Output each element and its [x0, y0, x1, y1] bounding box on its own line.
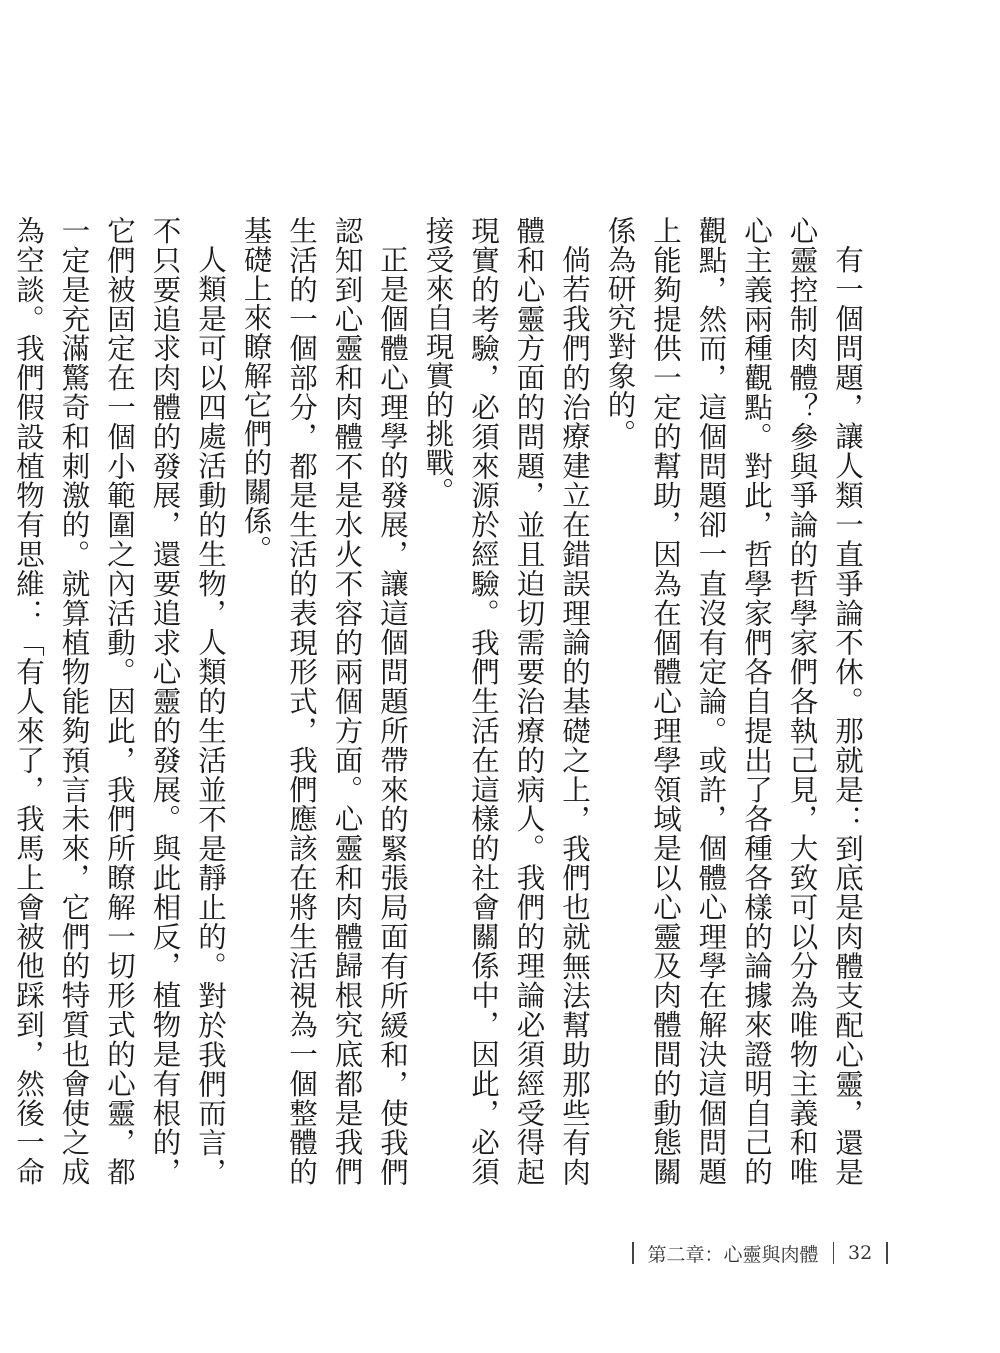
paragraph-3: 正是個體心理學的發展，讓這個問題所帶來的緊張局面有所緩和，使我們認知到心靈和肉體不是水火不容的兩個方面。心靈和肉體歸根究底都是我們生活的一個部分，都是生活的表現形式，我們應該在將生活視為一個整體的基礎上來瞭解它們的關係。	[239, 216, 409, 1186]
chapter-title: 第二章：心靈與肉體	[647, 1243, 819, 1266]
paragraph-2: 倘若我們的治療建立在錯誤理論的基礎之上，我們也就無法幫助那些有肉體和心靈方面的問題，並且迫切需要治療的病人。我們的理論必須經受得起現實的考驗，必須來源於經驗。我們生活在這樣的社會關係中，因此，必須接受來自現實的挑戰。	[421, 216, 591, 1186]
footer-divider-middle	[833, 1242, 835, 1264]
paragraph-4: 人類是可以四處活動的生物，人類的生活並不是靜止的。對於我們而言，不只要追求肉體的發展，還要追求心靈的發展。與此相反，植物是有根的，它們被固定在一個小範圍之內活動。因此，我們所瞭解一切形式的心靈，都一定是充滿驚奇和刺激的。就算植物能夠預言未來，它們的特質也會使之成為空談。我們假設植物有思維：「有人來了，我馬上會被他踩到，然後一命	[12, 216, 227, 1186]
page-footer	[618, 1237, 902, 1269]
footer-divider-left	[632, 1242, 634, 1264]
vertical-text-body	[12, 216, 870, 1186]
paragraph-1: 有一個問題，讓人類一直爭論不休。那就是：到底是肉體支配心靈，還是心靈控制肉體？參與爭論的哲學家們各執己見，大致可以分為唯物主義和唯心主義兩種觀點。對此，哲學家們各自提出了各種各樣的論據來證明自己的觀點，然而，這個問題卻一直沒有定論。或許，個體心理學在解決這個問題上能夠提供一定的幫助，因為在個體心理學領域是以心靈及肉體間的動態關係為研究對象的。	[603, 216, 864, 1186]
footer-divider-right	[886, 1242, 888, 1264]
page-number: 32	[848, 1242, 873, 1264]
